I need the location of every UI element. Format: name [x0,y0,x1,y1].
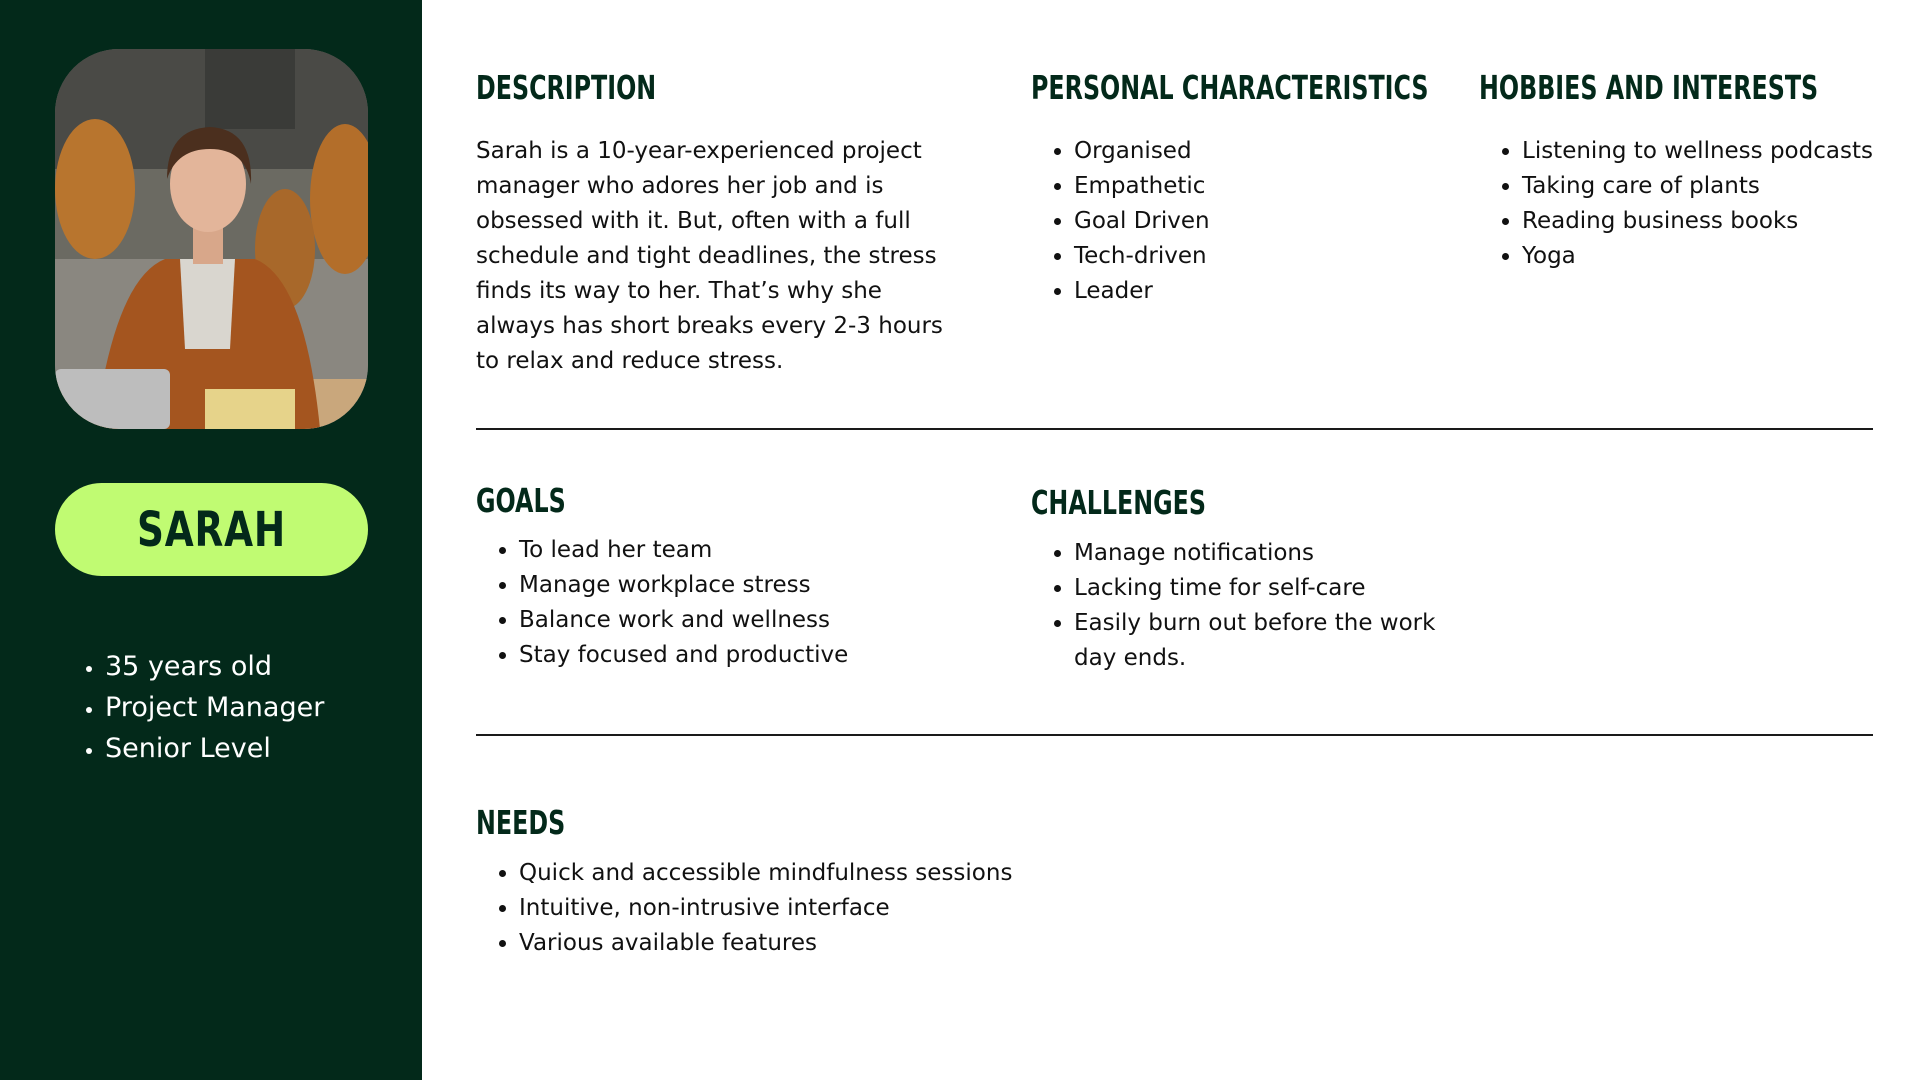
list-item: • Leader [1074,274,1454,309]
list-item: • Balance work and wellness [519,603,999,638]
profile-details-list [55,646,324,769]
goals-list [476,533,999,673]
list-item: • Various available features [519,926,1119,961]
characteristics-list [1031,134,1454,309]
section-divider [476,428,1873,430]
list-item: • Quick and accessible mindfulness sessions [519,856,1119,891]
needs-list [476,856,1119,961]
challenges-list [1031,536,1474,676]
description-text: Sarah is a 10-year-experienced project manager who adores her job and is obsessed with it. But, often with a full schedule and tight deadlines, the stress finds its way to her. That’s why she always has short breaks every 2-3 hours to relax and reduce stress. [476,138,943,374]
list-item: • Reading business books [1522,204,1920,239]
list-item: • Listening to wellness podcasts [1522,134,1920,169]
name-badge [55,483,368,576]
list-item: • To lead her team [519,533,999,568]
hobbies-list [1479,134,1920,274]
profile-detail-role: • Project Manager [105,687,324,728]
list-item: • Stay focused and productive [519,638,999,673]
list-item: • Easily burn out before the work day ends. [1074,606,1474,676]
profile-photo [55,49,368,429]
list-item: • Yoga [1522,239,1920,274]
list-item: • Tech-driven [1074,239,1454,274]
characteristics-heading: PERSONAL CHARACTERISTICS [1031,68,1429,107]
list-item: • Goal Driven [1074,204,1454,239]
list-item: • Empathetic [1074,169,1454,204]
list-item: • Manage notifications [1074,536,1474,571]
list-item: • Taking care of plants [1522,169,1920,204]
profile-detail-age: • 35 years old [105,646,324,687]
list-item: • Manage workplace stress [519,568,999,603]
list-item: • Organised [1074,134,1454,169]
profile-sidebar [0,0,422,1080]
description-heading: DESCRIPTION [476,68,657,107]
challenges-heading: CHALLENGES [1031,483,1206,522]
persona-name: SARAH [137,501,286,558]
goals-heading: GOALS [476,481,566,520]
needs-heading: NEEDS [476,803,566,842]
list-item: • Intuitive, non-intrusive interface [519,891,1119,926]
profile-detail-level: • Senior Level [105,728,324,769]
list-item: • Lacking time for self-care [1074,571,1474,606]
section-divider [476,734,1873,736]
hobbies-heading: HOBBIES AND INTERESTS [1479,68,1819,107]
